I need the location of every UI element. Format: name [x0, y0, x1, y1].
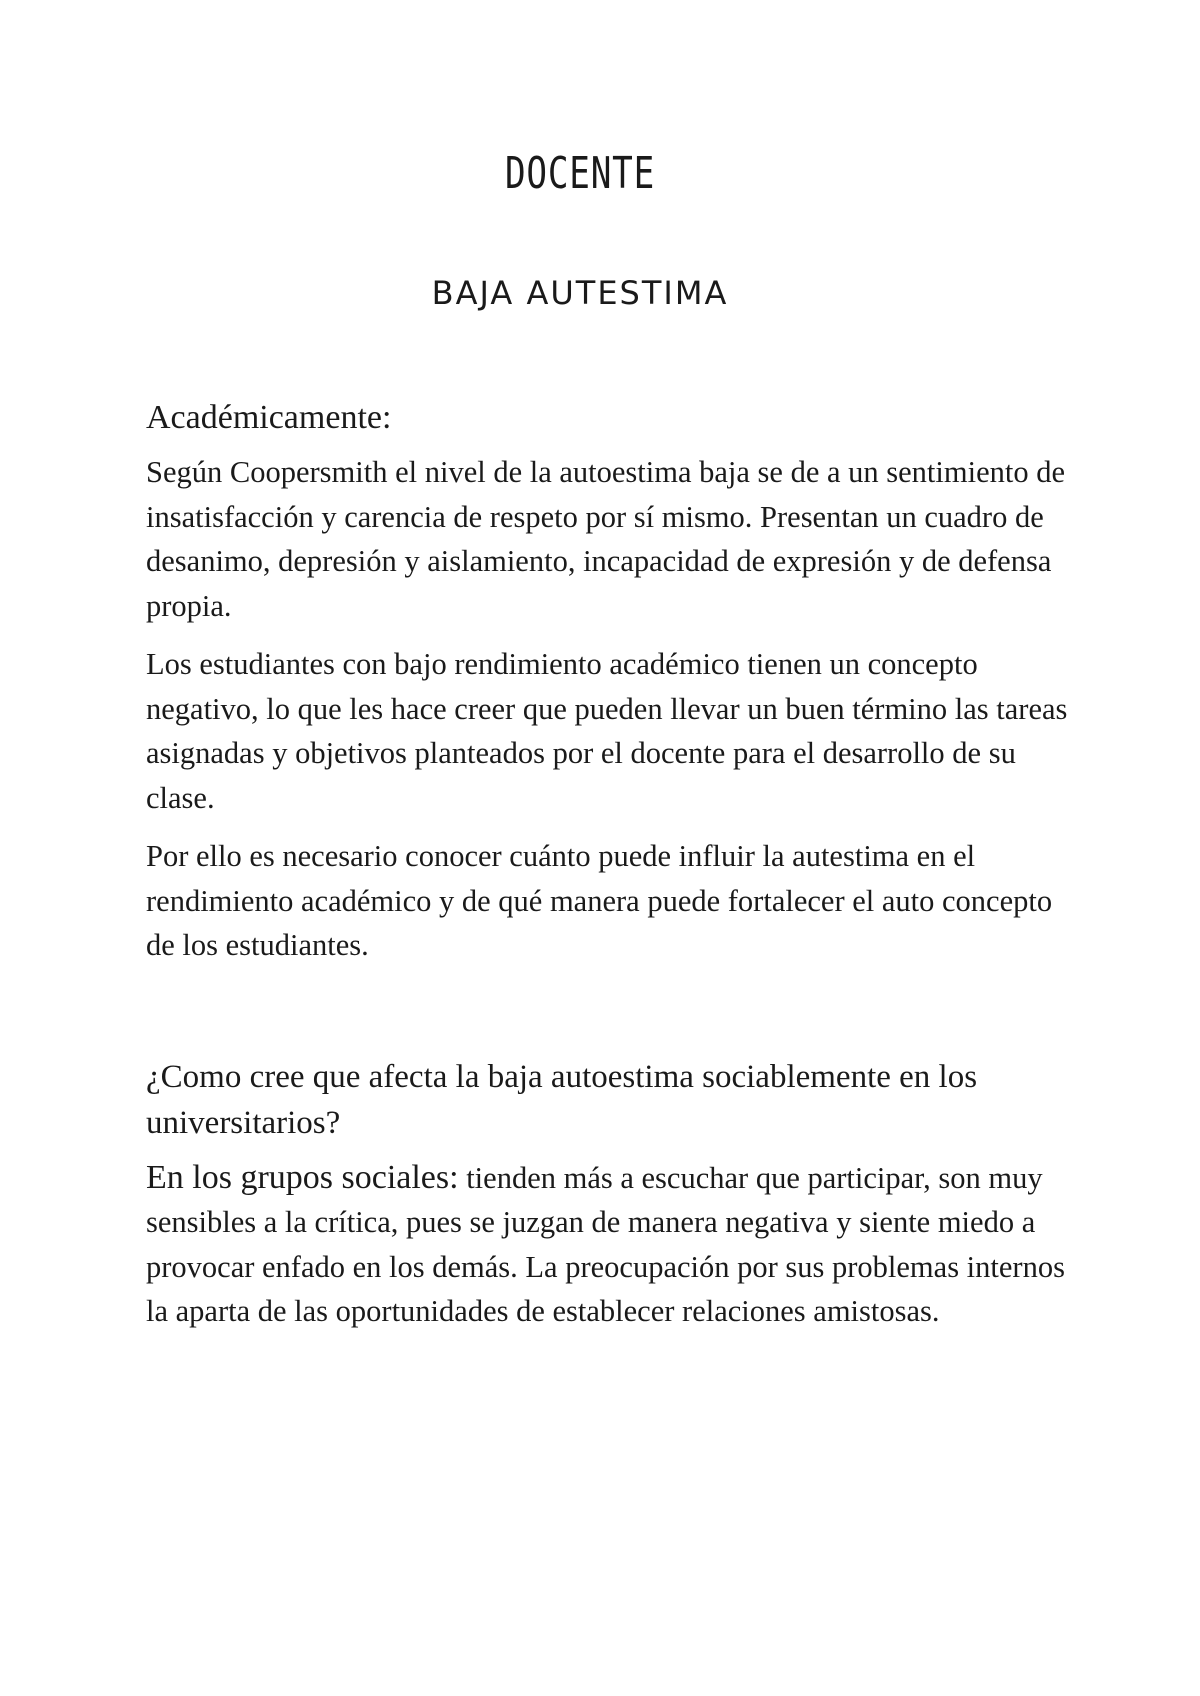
question-heading: ¿Como cree que afecta la baja autoestima sociablemente en los universitarios?	[146, 1058, 978, 1141]
paragraph-conclusion: Por ello es necesario conocer cuánto puede influir la autestima en el rendimiento académico y de qué manera puede fortalecer el auto concepto de los estudiantes.	[146, 839, 1053, 962]
paragraph-students: Los estudiantes con bajo rendimiento académico tienen un concepto negativo, lo que les hace creer que pueden llevar un buen término las tareas asignadas y objetivos planteados por el docente para el desarrollo de su clase.	[146, 647, 1068, 815]
answer-paragraph	[146, 1156, 1076, 1334]
answer-body: tienden más a escuchar que participar, son muy sensibles a la crítica, pues se juzgan de manera negativa y siente miedo a provocar enfado en los demás. La preocupación por sus problemas internos la aparta de las oportunidades de establecer relaciones amistosas.	[146, 1160, 1065, 1328]
section-heading: Académicamente:	[146, 399, 392, 436]
document-body	[146, 396, 1076, 1348]
answer-lead: En los grupos sociales:	[146, 1158, 459, 1196]
paragraph-coopersmith: Según Coopersmith el nivel de la autoestima baja se de a un sentimiento de insatisfacción y carencia de respeto por sí mismo. Presentan un cuadro de desanimo, depresión y aislamiento, incapacidad de expresión y de defensa propia.	[146, 455, 1066, 623]
document-subtitle: BAJA AUTESTIMA	[431, 274, 729, 312]
document-title: DOCENTE	[504, 148, 656, 199]
